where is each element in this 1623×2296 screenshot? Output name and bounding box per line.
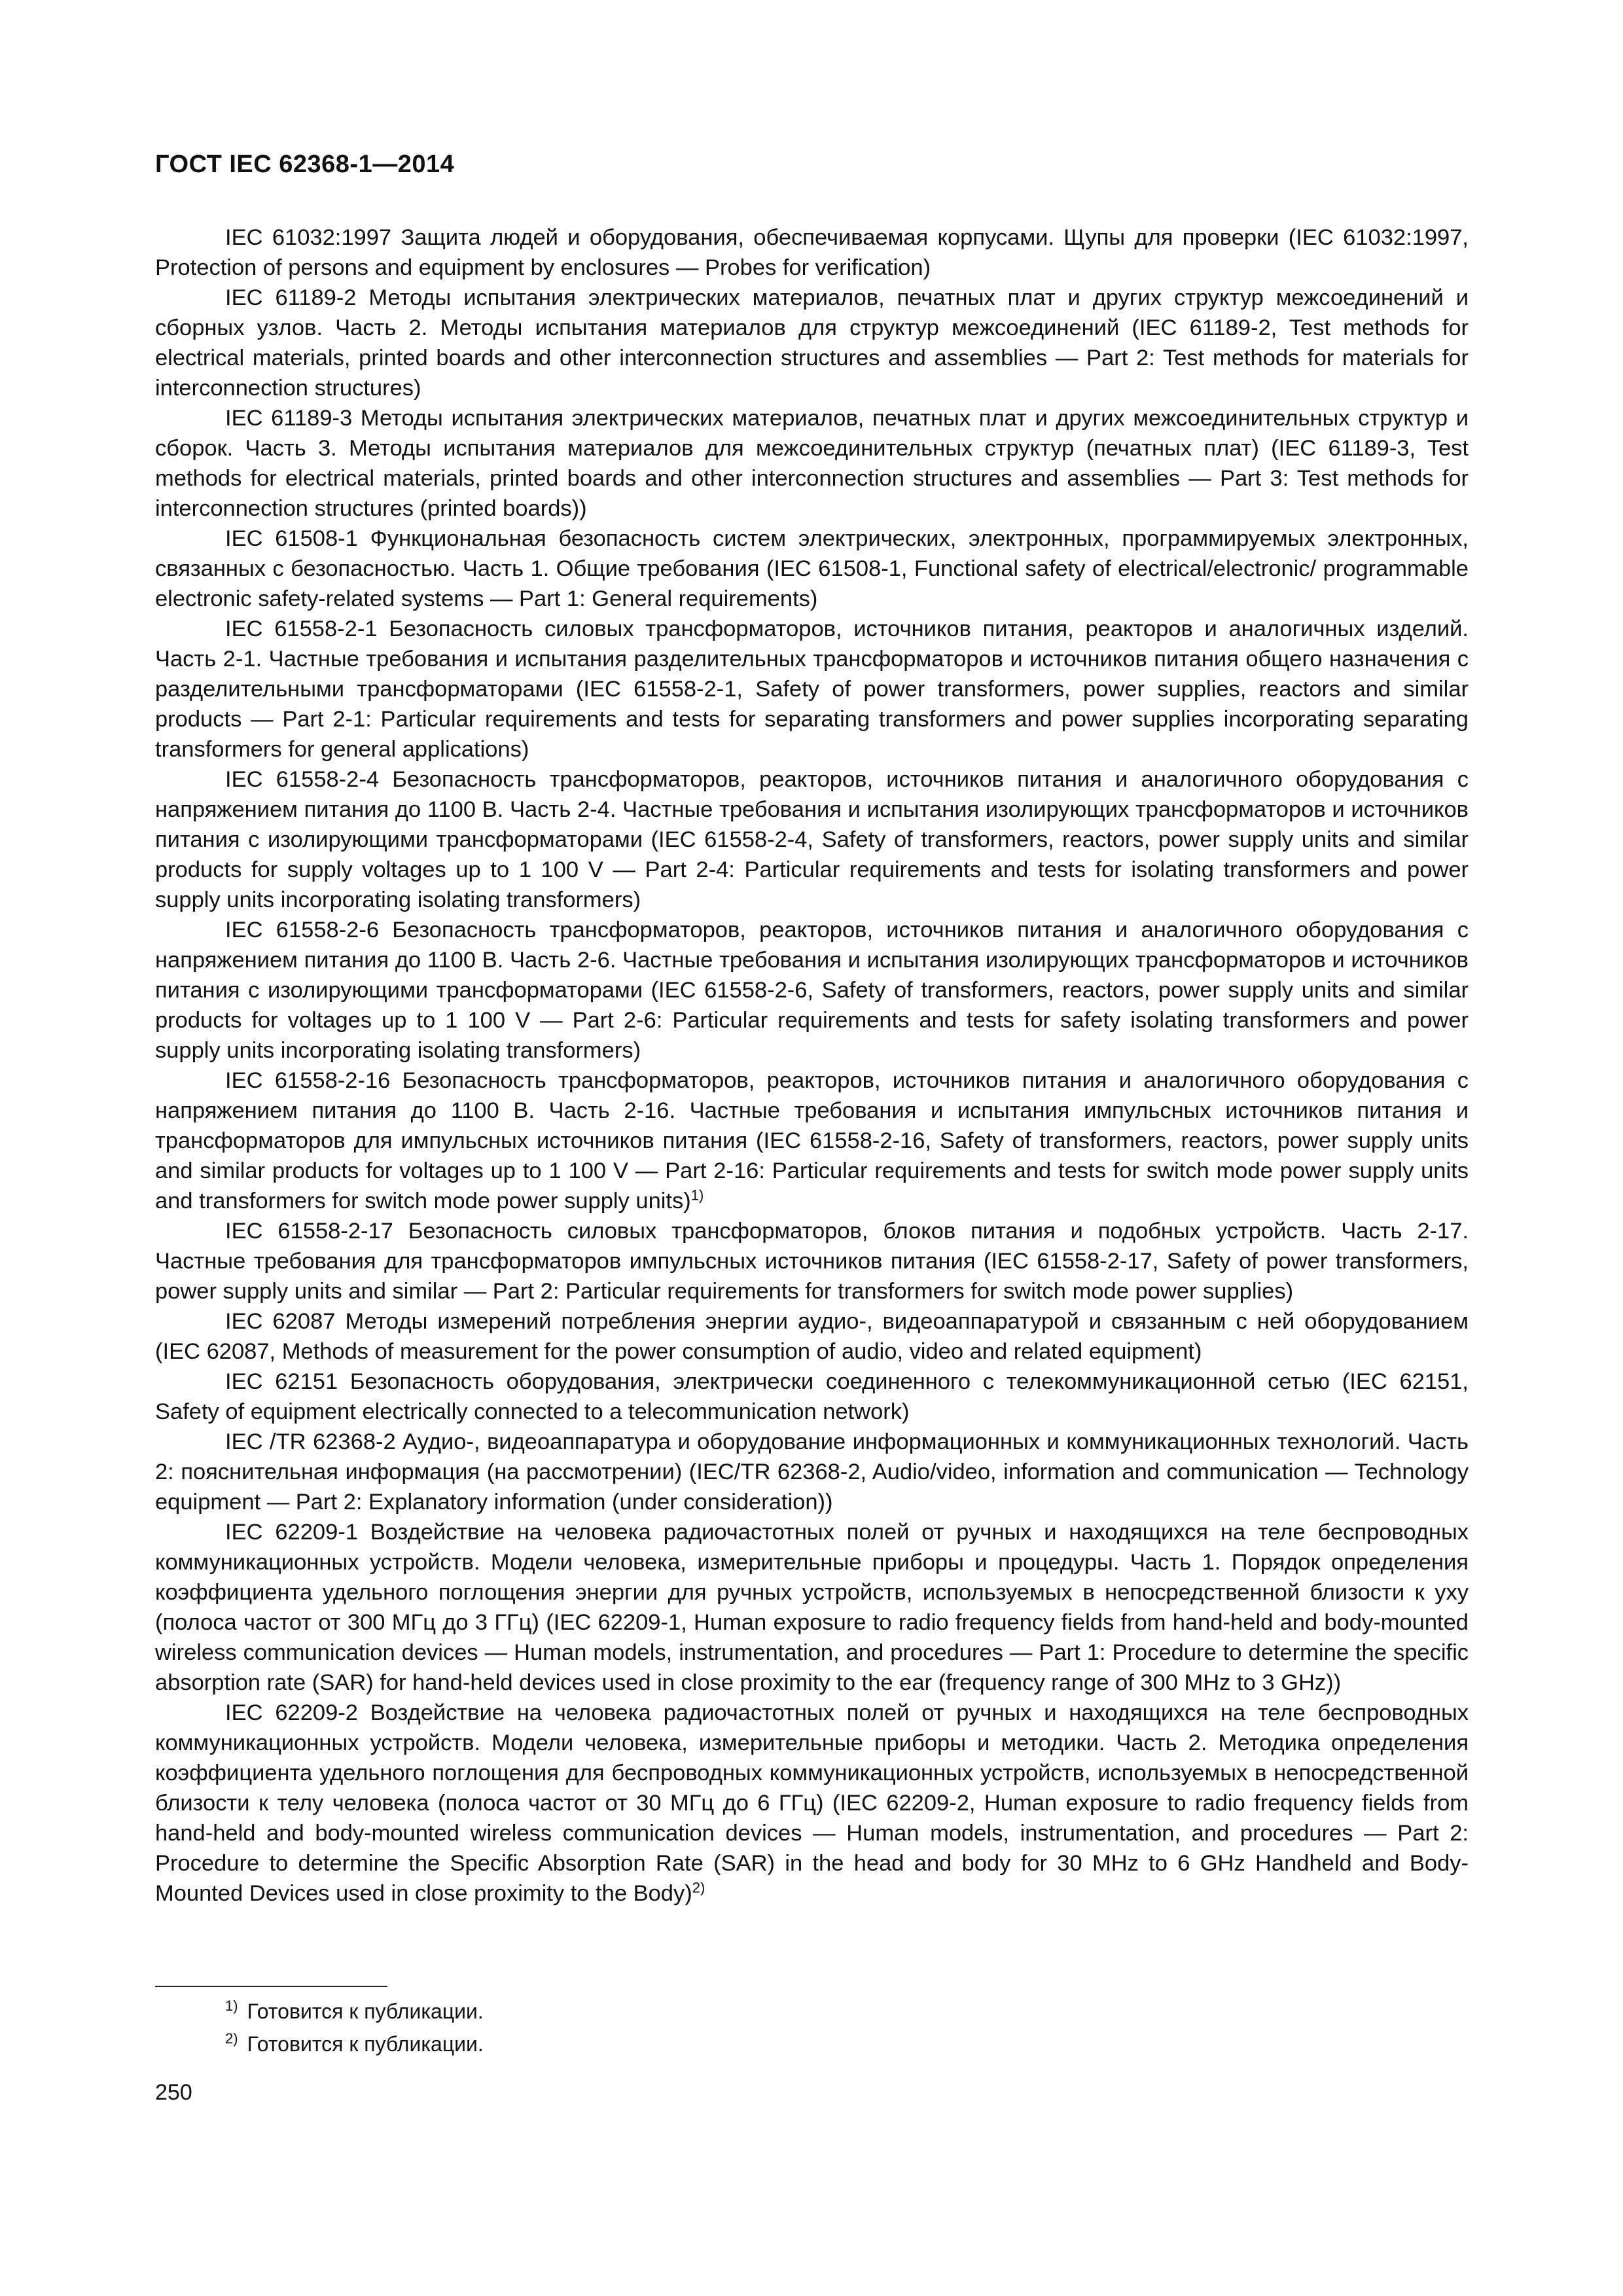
footnote: $^{1)}$ Готовится к публикации.	[225, 1998, 484, 2023]
reference-entry: IEC /TR 62368-2 Аудио-, видеоаппаратура и оборудование информационных и коммуникационных технологий. Часть 2: пояснительная информация (на рассмотрении) (IEC/TR 62368-2, Audio/video, information and communication — Technology equipment — Part 2: Explanatory information (under consideration))	[155, 1429, 1469, 1515]
footnote-marker: 2)	[692, 1879, 705, 1896]
footnote-mark: 1)	[225, 1998, 238, 2015]
footnotes	[155, 1995, 1202, 2060]
reference-entry: IEC 62087 Методы измерений потребления энергии аудио-, видеоаппаратурой и связанным с ней оборудованием (IEC 62087, Methods of measurement for the power consumption of audio, video and related equipment)	[155, 1309, 1469, 1364]
reference-entry: IEC 61558-2-1 Безопасность силовых трансформаторов, источников питания, реакторов и аналогичных изделий. Часть 2-1. Частные требования и испытания разделительных трансформаторов и источников питания общего назначения с разделительными трансформаторами (IEC 61558-2-1, Safety of power transformers, power supplies, reactors and similar products — Part 2-1: Particular requirements and tests for separating transformers and power supplies incorporating separating transformers for general applications)	[155, 617, 1469, 762]
footnote-mark: 2)	[225, 2030, 238, 2047]
page-number: 250	[155, 2080, 192, 2105]
reference-entry: IEC 62209-2 Воздействие на человека радиочастотных полей от ручных и находящихся на теле беспроводных коммуникационных устройств. Модели человека, измерительные приборы и методики. Часть 2. Методика определения коэффициента удельного поглощения для беспроводных коммуникационных устройств, используемых в непосредственной близости к телу человека (полоса частот от 30 МГц до 6 ГГц) (IEC 62209-2, Human exposure to radio frequency fields from hand-held and body-mounted wireless communication devices — Human models, instrumentation, and procedures — Part 2: Procedure to determine the Specific Absorption Rate (SAR) in the head and body for 30 MHz to 6 GHz Handheld and Body-Mounted Devices used in close proximity to the Body)$^{2)}$	[155, 1700, 1469, 1906]
reference-entry: IEC 61032:1997 Защита людей и оборудования, обеспечиваемая корпусами. Щупы для проверки (IEC 61032:1997, Protection of persons and equipment by enclosures — Probes for verification)	[155, 225, 1469, 280]
reference-entry: IEC 61508-1 Функциональная безопасность систем электрических, электронных, программируемых электронных, связанных с безопасностью. Часть 1. Общие требования (IEC 61508-1, Functional safety of electrical/electronic/ programmable electronic safety-related systems — Part 1: General requirements)	[155, 526, 1469, 611]
reference-entry: IEC 61558-2-6 Безопасность трансформаторов, реакторов, источников питания и аналогичного оборудования с напряжением питания до 1100 В. Часть 2-6. Частные требования и испытания изолирующих трансформаторов и источников питания с изолирующими трансформаторами (IEC 61558-2-6, Safety of transformers, reactors, power supply units and similar products for voltages up to 1 100 V — Part 2-6: Particular requirements and tests for safety isolating transformers and power supply units incorporating isolating transformers)	[155, 918, 1469, 1063]
reference-entry: IEC 61558-2-4 Безопасность трансформаторов, реакторов, источников питания и аналогичного оборудования с напряжением питания до 1100 В. Часть 2-4. Частные требования и испытания изолирующих трансформаторов и источников питания с изолирующими трансформаторами (IEC 61558-2-4, Safety of transformers, reactors, power supply units and similar products for supply voltages up to 1 100 V — Part 2-4: Particular requirements and tests for isolating transformers and power supply units incorporating isolating transformers)	[155, 767, 1469, 912]
reference-entry: IEC 61558-2-16 Безопасность трансформаторов, реакторов, источников питания и аналогичного оборудования с напряжением питания до 1100 В. Часть 2-16. Частные требования и испытания импульсных источников питания и трансформаторов для импульсных источников питания (IEC 61558-2-16, Safety of transformers, reactors, power supply units and similar products for voltages up to 1 100 V — Part 2-16: Particular requirements and tests for switch mode power supply units and transformers for switch mode power supply units)$^{1)}$	[155, 1068, 1469, 1213]
reference-entry: IEC 61189-3 Методы испытания электрических материалов, печатных плат и других межсоединительных структур и сборок. Часть 3. Методы испытания материалов для межсоединительных структур (печатных плат) (IEC 61189-3, Test methods for electrical materials, printed boards and other interconnection structures and assemblies — Part 3: Test methods for interconnection structures (printed boards))	[155, 406, 1469, 521]
reference-entry: IEC 61558-2-17 Безопасность силовых трансформаторов, блоков питания и подобных устройств. Часть 2-17. Частные требования для трансформаторов импульсных источников питания (IEC 61558-2-17, Safety of power transformers, power supply units and similar — Part 2: Particular requirements for transformers for switch mode power supplies)	[155, 1219, 1469, 1304]
document-header: ГОСТ IEC 62368-1—2014	[155, 151, 455, 178]
normative-references	[155, 223, 1469, 1909]
footnote-marker: 1)	[690, 1187, 704, 1204]
reference-entry: IEC 62151 Безопасность оборудования, электрически соединенного с телекоммуникационной сетью (IEC 62151, Safety of equipment electrically connected to a telecommunication network)	[155, 1369, 1469, 1424]
footnote-separator	[155, 1986, 387, 1987]
reference-entry: IEC 62209-1 Воздействие на человека радиочастотных полей от ручных и находящихся на теле беспроводных коммуникационных устройств. Модели человека, измерительные приборы и процедуры. Часть 1. Порядок определения коэффициента удельного поглощения энергии для ручных устройств, используемых в непосредственной близости к уху (полоса частот от 300 МГц до 3 ГГц) (IEC 62209-1, Human exposure to radio frequency fields from hand-held and body-mounted wireless communication devices — Human models, instrumentation, and procedures — Part 1: Procedure to determine the specific absorption rate (SAR) for hand-held devices used in close proximity to the ear (frequency range of 300 MHz to 3 GHz))	[155, 1520, 1469, 1695]
reference-entry: IEC 61189-2 Методы испытания электрических материалов, печатных плат и других структур межсоединений и сборных узлов. Часть 2. Методы испытания материалов для структур межсоединений (IEC 61189-2, Test methods for electrical materials, printed boards and other interconnection structures and assemblies — Part 2: Test methods for materials for interconnection structures)	[155, 285, 1469, 401]
footnote: $^{2)}$ Готовится к публикации.	[225, 2030, 484, 2056]
